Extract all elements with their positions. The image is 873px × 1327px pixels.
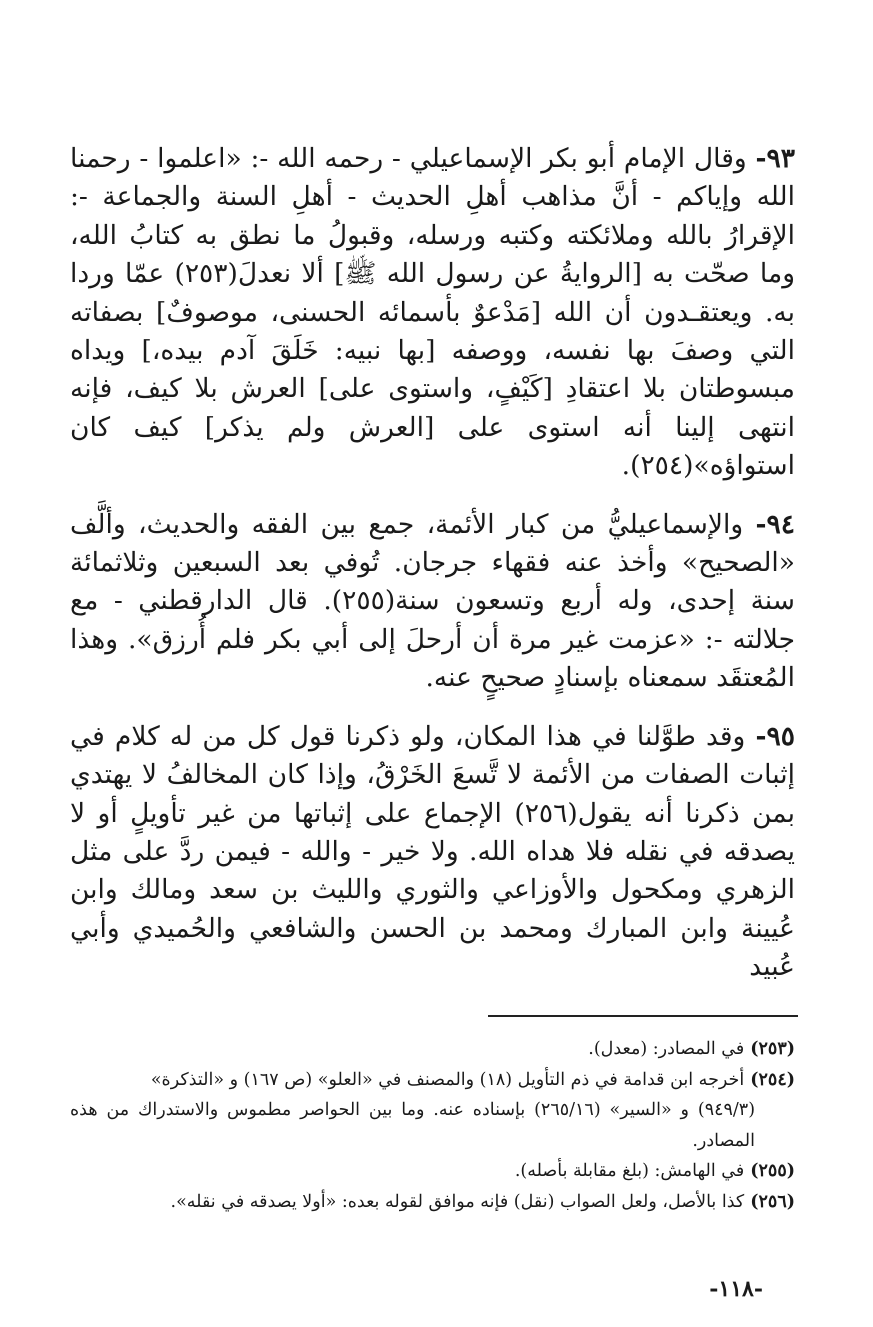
footnote-number: (٢٥٤) bbox=[750, 1069, 795, 1090]
paragraph-text: وقال الإمام أبو بكر الإسماعيلي - رحمه الله -: «اعلموا - رحمنا الله وإياكم - أنَّ مذاهب أهلِ الحديث - أهلِ السنة والجماعة -: الإقرارُ بالله وملائكته وكتبه ورسله، وقبولُ ما نطق به كتابُ الله، وما صحّت به [الروايةُ عن رسول الله ﷺ] ألا نعدلَ(٢٥٣) عمّا وردا به. ويعتقـدون أن الله [مَدْعوٌ بأسمائه الحسنى، موصوفٌ] بصفاته التي وصفَ بها نفسه، ووصفه [بها نبيه: خَلَقَ آدم بيده،] ويداه مبسوطتان بلا اعتقادِ [كَيْفٍ، واستوى على] العرش بلا كيف، فإنه انتهى إلينا أنه استوى على [العرش ولم يذكر] كيف كان استواؤه»(٢٥٤). bbox=[70, 143, 795, 482]
footnote-254 bbox=[70, 1065, 795, 1096]
footnote-text: كذا بالأصل، ولعل الصواب (نقل) فإنه موافق لقوله بعده: «أولا يصدقه في نقله». bbox=[170, 1191, 745, 1212]
paragraph-number: ٩٣- bbox=[755, 143, 795, 174]
footnote-text: في المصادر: (معدل). bbox=[588, 1039, 745, 1059]
footnotes bbox=[70, 1034, 795, 1217]
footnote-number: (٢٥٣) bbox=[750, 1039, 795, 1059]
footnote-254-continued bbox=[70, 1095, 795, 1156]
page-number: -١١٨- bbox=[709, 1276, 763, 1302]
footnote-number: (٢٥٥) bbox=[750, 1161, 795, 1181]
footnote-text: أخرجه ابن قدامة في ذم التأويل (١٨) والمصنف في «العلو» (ص ١٦٧) و «التذكرة» bbox=[150, 1069, 745, 1090]
paragraph-93 bbox=[70, 140, 795, 486]
footnote-text: (٩٤٩/٣) و «السير» (٢٦٥/١٦) بإسناده عنه. وما بين الحواصر مطموس والاستدراك من هذه المصادر. bbox=[70, 1100, 756, 1151]
paragraph-number: ٩٥- bbox=[755, 720, 795, 752]
paragraph-number: ٩٤- bbox=[755, 508, 795, 540]
paragraph-text: وقد طوَّلنا في هذا المكان، ولو ذكرنا قول كل من له كلام في إثبات الصفات من الأئمة لا تَّسعَ الخَرْقُ، وإذا كان المخالفُ لا يهتدي بمن ذكرنا أنه يقول(٢٥٦) الإجماع على إثباتها من غير تأويلٍ أو لا يصدقه في نقله فلا هداه الله. ولا خير - والله - فيمن ردَّ على مثل الزهري ومكحول والأوزاعي والثوري والليث بن سعد ومالك وابن عُيينة وابن المبارك ومحمد بن الحسن والشافعي والحُميدي وأبي عُبيد bbox=[70, 720, 796, 983]
paragraph-95 bbox=[70, 718, 795, 987]
footnote-number: (٢٥٦) bbox=[750, 1191, 795, 1212]
footnote-separator bbox=[488, 1015, 798, 1017]
paragraph-94 bbox=[70, 506, 795, 698]
footnote-255 bbox=[70, 1156, 795, 1187]
main-text bbox=[70, 140, 795, 1007]
footnote-253 bbox=[70, 1034, 795, 1065]
footnote-text: في الهامش: (بلغ مقابلة بأصله). bbox=[514, 1161, 745, 1181]
footnote-256 bbox=[70, 1187, 795, 1218]
paragraph-text: والإسماعيليُّ من كبار الأئمة، جمع بين الفقه والحديث، وألَّف «الصحيح» وأخذ عنه فقهاء جرجان. تُوفي بعد السبعين وثلاثمائة سنة إحدى، وله أربع وتسعون سنة(٢٥٥). قال الدارقطني - مع جلالته -: «عزمت غير مرة أن أرحلَ إلى أبي بكر فلم أُرزق». وهذا المُعتقَد سمعناه بإسنادٍ صحيحٍ عنه. bbox=[70, 508, 795, 694]
